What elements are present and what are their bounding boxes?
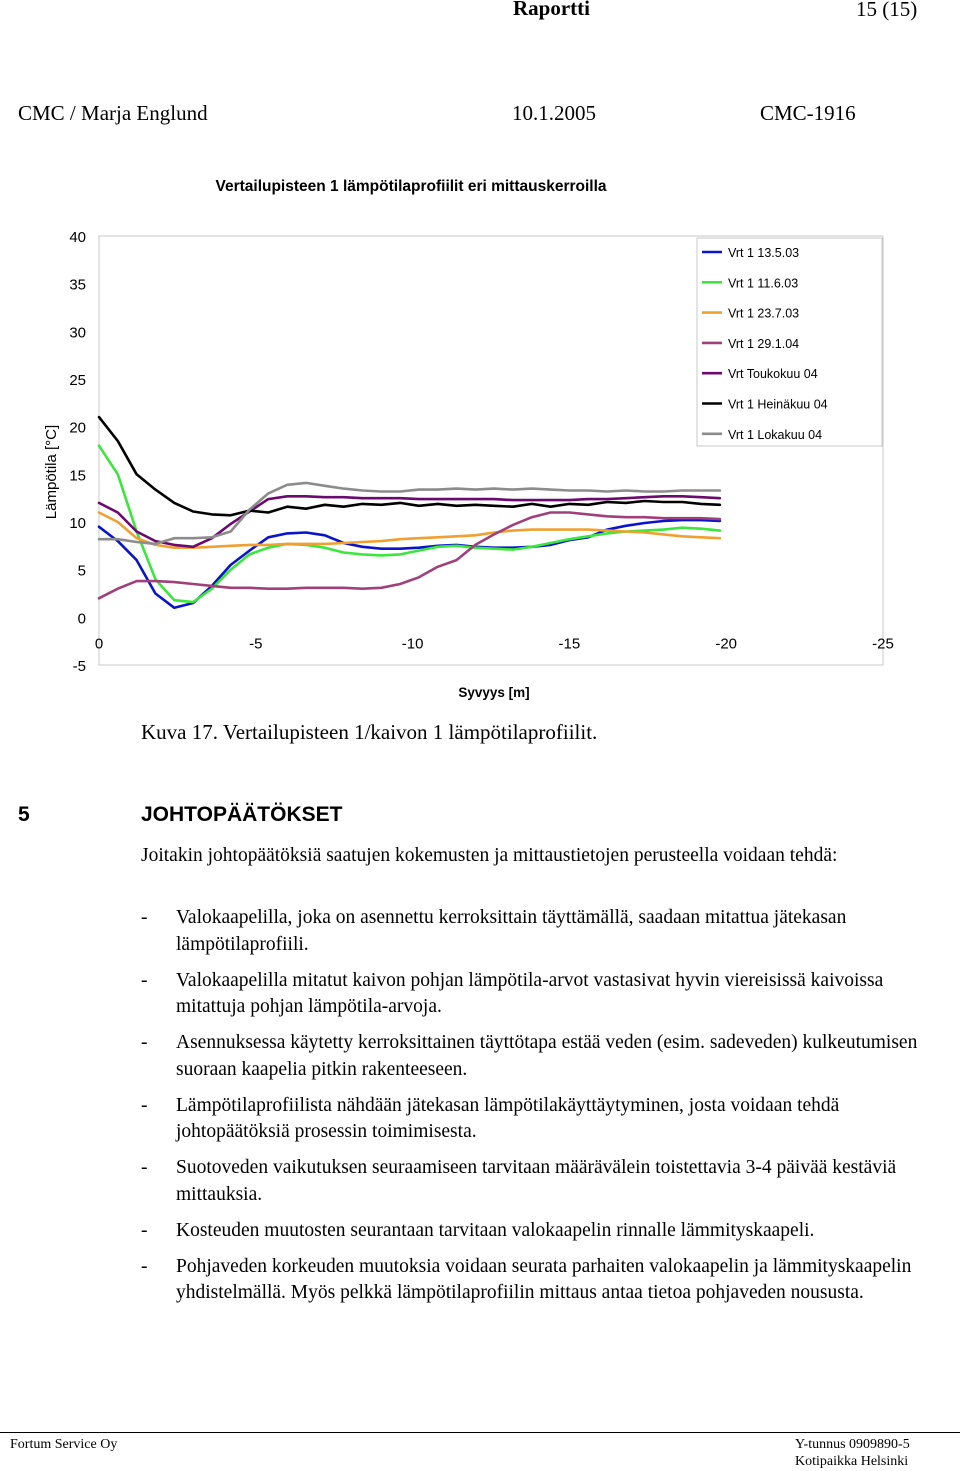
y-tick-label: 10 [69,515,86,532]
bullet-dash: - [141,969,148,991]
footer-business-id: Y-tunnus 0909890-5 [795,1437,910,1452]
list-item-text: Valokaapelilla, joka on asennettu kerroksittain täyttämällä, saadaan mitattua jätekasan lämpötilaprofiili. [176,907,847,955]
document-id: CMC-1916 [760,101,856,125]
list-item-text: Suotoveden vaikutuksen seuraamiseen tarvitaan määrävälein toistettavia 3-4 päivää kestäviä mittauksia. [176,1157,897,1205]
section-title: JOHTOPÄÄTÖKSET [141,803,343,826]
legend-label: Vrt 1 Heinäkuu 04 [728,397,828,412]
x-tick-label: -20 [715,635,738,653]
intro-paragraph: Joitakin johtopäätöksiä saatujen kokemusten ja mittaustietojen perusteella voidaan tehdä: [141,845,838,866]
bullet-dash: - [141,1094,148,1116]
footer-company: Fortum Service Oy [10,1437,118,1452]
author: CMC / Marja Englund [18,101,208,125]
x-axis-label: Syvyys [m] [458,685,530,700]
x-tick-label: -5 [249,635,263,653]
y-tick-label: 35 [69,276,86,294]
y-tick-label: 30 [69,324,86,342]
legend-label: Vrt Toukokuu 04 [728,367,818,382]
list-item [141,1155,941,1208]
series-line [99,483,720,544]
list-item [141,1254,941,1307]
legend-label: Vrt 1 23.7.03 [728,306,800,321]
legend-label: Vrt 1 13.5.03 [728,246,800,260]
report-date: 10.1.2005 [512,101,596,125]
y-tick-label: -5 [72,658,86,675]
footer-domicile: Kotipaikka Helsinki [795,1454,909,1469]
list-item-text: Pohjaveden korkeuden muutoksia voidaan seurata parhaiten valokaapelin ja lämmityskaapelin yhdistelmällä. Myös pelkkä lämpötilaprofiilin mittaus antaa tietoa pohjaveden noususta. [176,1255,912,1303]
legend-label: Vrt 1 29.1.04 [728,336,800,351]
y-tick-label: 25 [69,372,86,389]
chart-title: Vertailupisteen 1 lämpötilaprofiilit eri mittauskerroilla [215,178,607,195]
conclusion-list [141,905,941,1316]
list-item-text: Kosteuden muutosten seurantaan tarvitaan valokaapelin rinnalle lämmityskaapeli. [176,1219,815,1241]
series-line [99,520,720,608]
list-item [141,1218,941,1245]
list-item-text: Valokaapelilla mitatut kaivon pohjan lämpötila-arvot vastasivat hyvin viereisissä kaivoissa mitattuja pohjan lämpötila-arvoja. [176,969,884,1017]
bullet-dash: - [141,1255,148,1277]
report-title: Raportti [513,0,590,20]
page-number: 15 (15) [856,0,918,21]
list-item [141,1030,941,1083]
list-item-text: Asennuksessa käytetty kerroksittainen täyttötapa estää veden (esim. sadeveden) kulkeutumisen suoraan kaapelia pitkin rakenteeseen. [176,1032,918,1080]
bullet-dash: - [141,1032,148,1053]
list-item [141,968,941,1021]
legend-label: Vrt 1 11.6.03 [728,276,799,291]
y-axis-label: Lämpötila [°C] [43,424,60,520]
section-number: 5 [18,803,30,826]
y-tick-label: 15 [69,467,86,485]
figure-caption: Kuva 17. Vertailupisteen 1/kaivon 1 lämpötilaprofiilit. [141,720,598,744]
list-item-text: Lämpötilaprofiilista nähdään jätekasan lämpötilakäyttäytyminen, josta voidaan tehdä johtopäätöksiä prosessin toimimisesta. [176,1094,840,1142]
temperature-profile-chart [0,160,960,710]
series-line [99,446,720,602]
bullet-dash: - [141,1157,148,1178]
y-tick-label: 5 [77,562,86,580]
list-item [141,905,941,958]
series-line [99,417,720,515]
x-tick-label: -10 [401,635,424,653]
list-item [141,1093,941,1146]
bullet-dash: - [141,907,148,928]
legend-label: Vrt 1 Lokakuu 04 [728,427,823,442]
footer-divider [0,1432,960,1433]
y-tick-label: 40 [69,229,86,246]
y-tick-label: 20 [69,419,86,437]
x-tick-label: -15 [558,635,581,653]
bullet-dash: - [141,1219,148,1241]
y-tick-label: 0 [77,610,86,628]
x-tick-label: 0 [94,635,104,653]
x-tick-label: -25 [872,635,894,653]
